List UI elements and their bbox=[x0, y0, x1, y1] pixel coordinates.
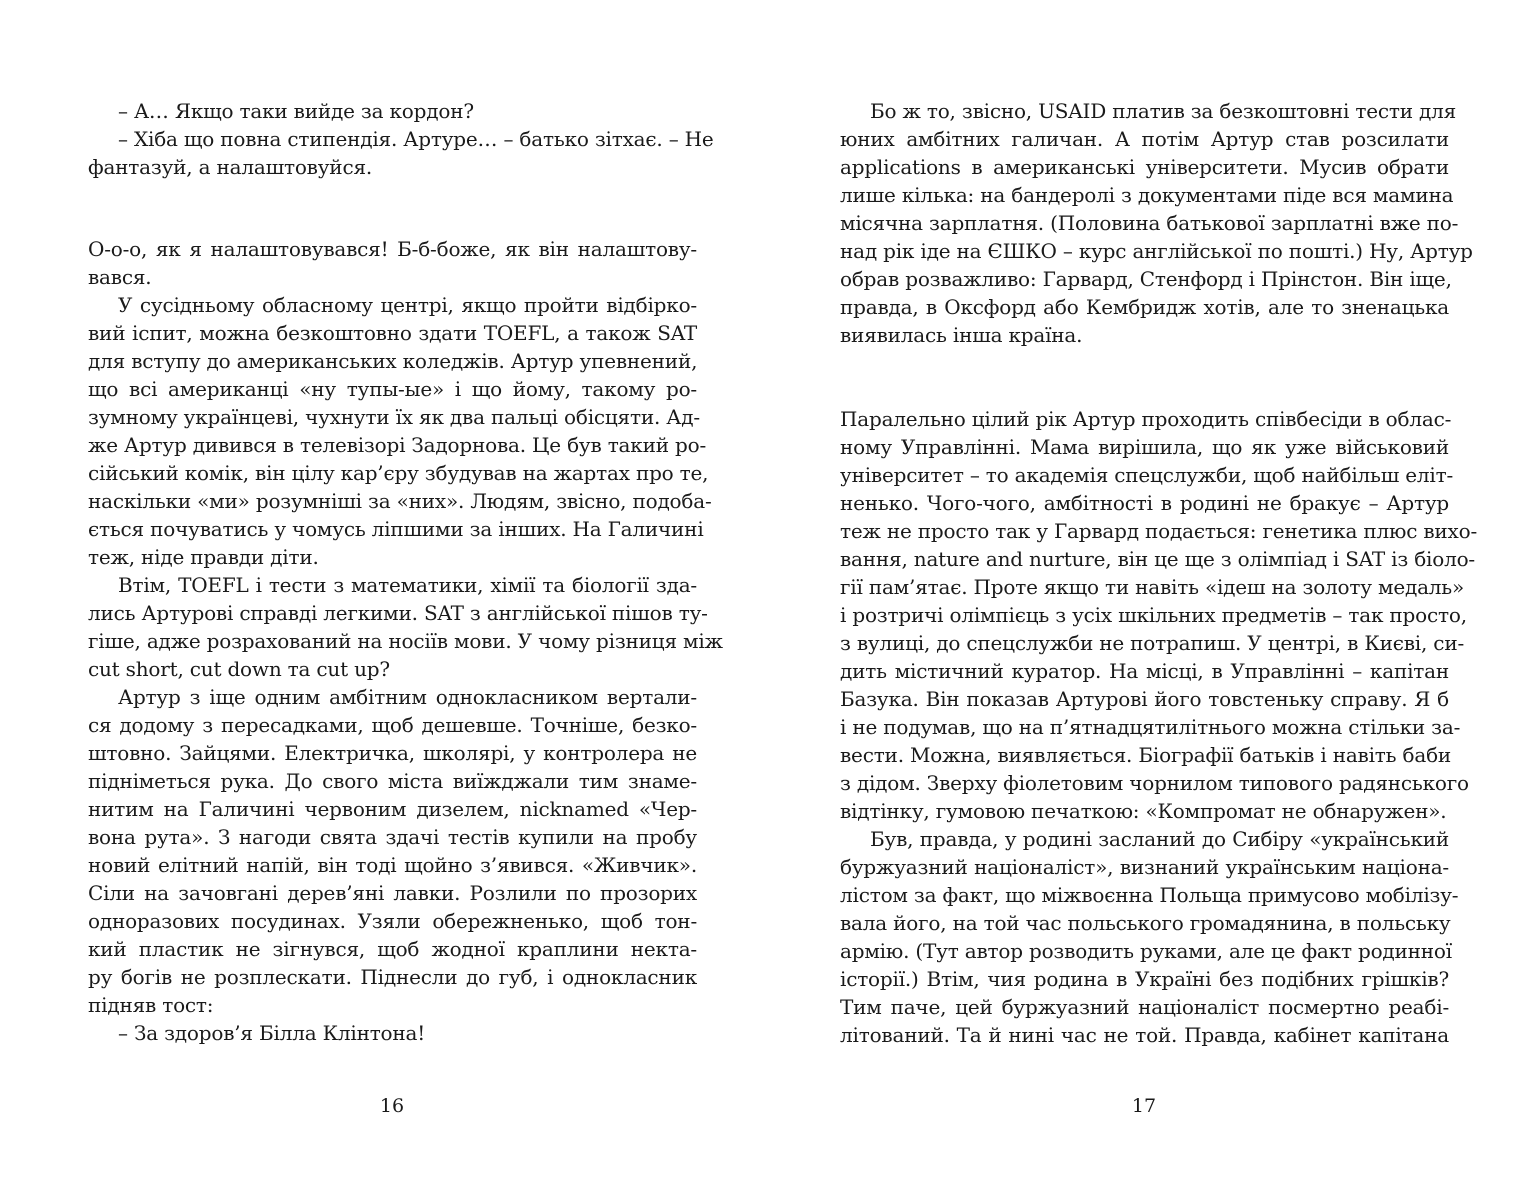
page-number: 17 bbox=[1131, 1095, 1157, 1117]
text-line: що всі американці «ну тупы-ые» і що йому, такому ро- bbox=[88, 377, 697, 401]
text-line: університет – то академія спецслужби, щоб найбільш еліт- bbox=[840, 463, 1454, 487]
text-line: ненько. Чого-чого, амбітності в родині не бракує – Артур bbox=[840, 491, 1449, 515]
text-line: – А… Якщо таки вийде за кордон? bbox=[118, 99, 474, 123]
text-line: вий іспит, можна безкоштовно здати TOEFL, а також SAT bbox=[88, 321, 697, 345]
right-page bbox=[768, 0, 1536, 1182]
text-line: вався. bbox=[88, 265, 152, 289]
page-number: 16 bbox=[379, 1095, 405, 1117]
text-line: вала його, на той час польського громадянина, в польську bbox=[840, 911, 1451, 935]
text-line: Був, правда, у родині засланий до Сибіру «український bbox=[870, 827, 1449, 851]
text-line: лише кілька: на бандеролі з документами піде вся мамина bbox=[840, 183, 1454, 207]
text-line: applications в американські університети. Мусив обрати bbox=[840, 155, 1449, 179]
text-line: лістом за факт, що міжвоєнна Польща примусово мобілізу- bbox=[840, 883, 1459, 907]
text-line: вона рута». З нагоди свята здачі тестів купили на пробу bbox=[88, 825, 697, 849]
text-line: одноразових посудинах. Узяли обережненько, щоб тон- bbox=[88, 909, 697, 933]
text-line: виявилась інша країна. bbox=[840, 323, 1083, 347]
text-line: гіше, адже розрахований на носіїв мови. У чому різниця між bbox=[88, 629, 723, 653]
text-line: – Хіба що повна стипендія. Артуре… – батько зітхає. – Не bbox=[118, 127, 714, 151]
text-line: над рік іде на ЄШКО – курс англійської по пошті.) Ну, Артур bbox=[840, 239, 1473, 263]
text-line: наскільки «ми» розумніші за «них». Людям, звісно, подоба- bbox=[88, 489, 712, 513]
text-line: ється почуватись у чомусь ліпшими за інших. На Галичині bbox=[88, 517, 704, 541]
text-line: сійський комік, він цілу кар’єру збудував на жартах про те, bbox=[88, 461, 709, 485]
text-line: нитим на Галичині червоним дизелем, nicknamed «Чер- bbox=[88, 797, 697, 821]
text-line: Артур з іще одним амбітним однокласником вертали- bbox=[118, 685, 697, 709]
text-line: ся додому з пересадками, щоб дешевше. Точніше, безко- bbox=[88, 713, 697, 737]
text-line: Бо ж то, звісно, USAID платив за безкоштовні тести для bbox=[870, 99, 1457, 123]
text-line: підняв тост: bbox=[88, 993, 214, 1017]
text-line: О-о-о, як я налаштовувався! Б-б-боже, як він налаштову- bbox=[88, 237, 697, 261]
text-line: – За здоров’я Білла Клінтона! bbox=[118, 1021, 426, 1045]
text-line: історії.) Втім, чия родина в Україні без подібних грішків? bbox=[840, 967, 1449, 991]
text-line: Втім, TOEFL і тести з математики, хімії та біології зда- bbox=[118, 573, 697, 597]
text-line: же Артур дивився в телевізорі Задорнова. Це був такий ро- bbox=[88, 433, 707, 457]
text-line: Тим паче, цей буржуазний націоналіст посмертно реабі- bbox=[840, 995, 1449, 1019]
text-line: фантазуй, а налаштовуйся. bbox=[88, 155, 373, 179]
text-line: cut short, cut down та cut up? bbox=[88, 657, 390, 681]
text-line: з дідом. Зверху фіолетовим чорнилом типового радянського bbox=[840, 771, 1469, 795]
text-line: для вступу до американських коледжів. Артур упевнений, bbox=[88, 349, 698, 373]
text-line: вести. Можна, виявляється. Біографії батьків і навіть баби bbox=[840, 743, 1452, 767]
text-line: дить містичний куратор. На місці, в Управлінні – капітан bbox=[840, 659, 1449, 683]
text-line: ному Управлінні. Мама вирішила, що як уже військовий bbox=[840, 435, 1449, 459]
text-line: У сусідньому обласному центрі, якщо пройти відбірко- bbox=[118, 293, 697, 317]
text-line: місячна зарплатня. (Половина батькової зарплатні вже по- bbox=[840, 211, 1459, 235]
text-line: з вулиці, до спецслужби не потрапиш. У центрі, в Києві, си- bbox=[840, 631, 1465, 655]
text-line: новий елітний напій, він тоді щойно з’явився. «Живчик». bbox=[88, 853, 697, 877]
text-line: гії пам’ятає. Проте якщо ти навіть «ідеш на золоту медаль» bbox=[840, 575, 1465, 599]
text-line: штовно. Зайцями. Електричка, школярі, у контролера не bbox=[88, 741, 697, 765]
text-line: буржуазний націоналіст», визнаний українським націона- bbox=[840, 855, 1449, 879]
text-line: літований. Та й нині час не той. Правда, кабінет капітана bbox=[840, 1023, 1449, 1047]
text-line: Сіли на зачовгані дерев’яні лавки. Розлили по прозорих bbox=[88, 881, 697, 905]
text-line: обрав розважливо: Гарвард, Стенфорд і Прінстон. Він іще, bbox=[840, 267, 1452, 291]
text-line: зумному українцеві, чухнути їх як два пальці обісцяти. Ад- bbox=[88, 405, 700, 429]
text-line: ру богів не розплескати. Піднесли до губ, і однокласник bbox=[88, 965, 697, 989]
text-line: правда, в Оксфорд або Кембридж хотів, але то зненацька bbox=[840, 295, 1449, 319]
text-line: і розтричі олімпієць з усіх шкільних предметів – так просто, bbox=[840, 603, 1467, 627]
text-line: армію. (Тут автор розводить руками, але це факт родинної bbox=[840, 939, 1452, 963]
text-line: відтінку, гумовою печаткою: «Компромат не обнаружен». bbox=[840, 799, 1447, 823]
text-line: теж не просто так у Гарвард подається: генетика плюс вихо- bbox=[840, 519, 1478, 543]
text-line: Базука. Він показав Артурові його товстеньку справу. Я б bbox=[840, 687, 1449, 711]
text-line: підніметься рука. До свого міста виїжджали тим знаме- bbox=[88, 769, 697, 793]
text-line: вання, nature and nurture, він це ще з олімпіад і SAT із біоло- bbox=[840, 547, 1475, 571]
text-line: Паралельно цілий рік Артур проходить співбесіди в облас- bbox=[840, 407, 1452, 431]
text-line: кий пластик не зігнувся, щоб жодної краплини некта- bbox=[88, 937, 697, 961]
text-line: юних амбітних галичан. А потім Артур став розсилати bbox=[840, 127, 1449, 151]
text-line: теж, ніде правди діти. bbox=[88, 545, 319, 569]
text-line: і не подумав, що на п’ятнадцятилітнього можна стільки за- bbox=[840, 715, 1461, 739]
text-line: лись Артурові справді легкими. SAT з англійської пішов ту- bbox=[88, 601, 708, 625]
